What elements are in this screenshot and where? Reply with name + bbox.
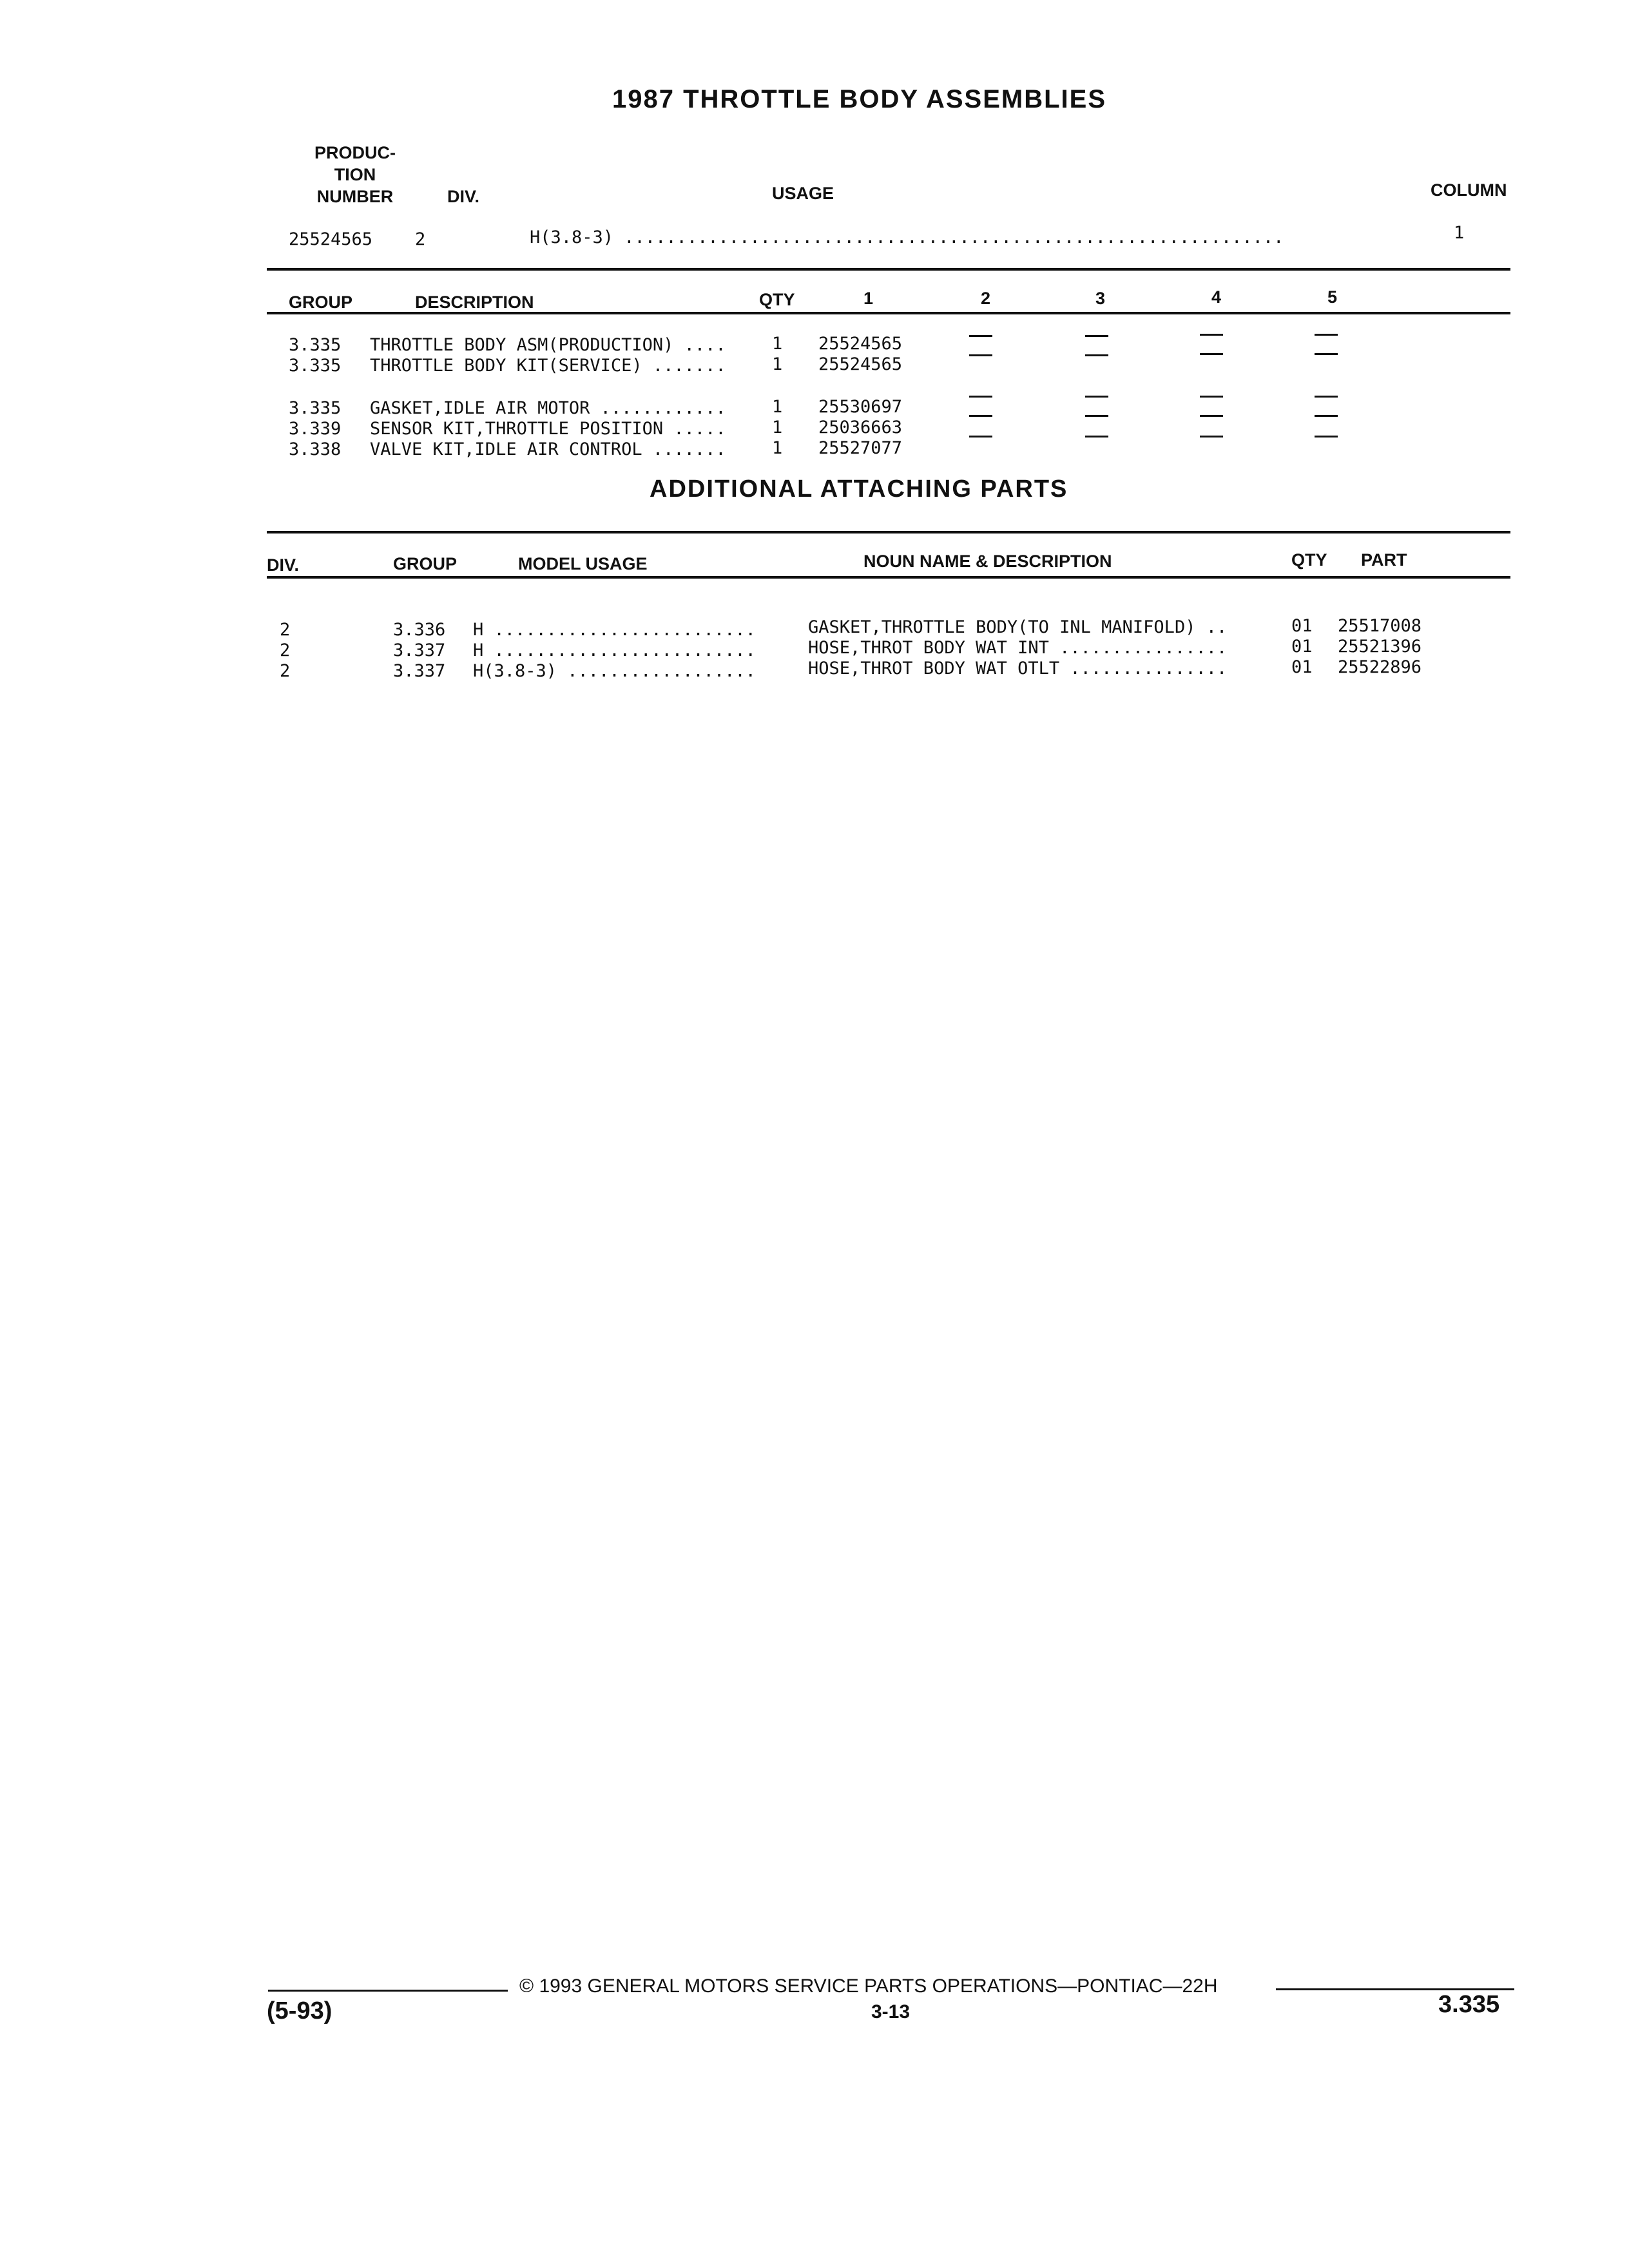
description-cell: VALVE KIT,IDLE AIR CONTROL ....... — [370, 439, 726, 459]
part-cell: 25522896 — [1338, 657, 1422, 677]
footer-rule-right — [1276, 1988, 1514, 1990]
revision-date: (5-93) — [267, 1997, 333, 2024]
empty-mark — [1315, 436, 1338, 437]
qty-cell: 1 — [772, 438, 783, 458]
production-label-line1: PRODUC- — [314, 143, 396, 162]
divider-additional — [267, 531, 1510, 533]
production-label-line2: TION — [334, 165, 376, 184]
noun-description-cell: GASKET,THROTTLE BODY(TO INL MANIFOLD) .. — [808, 617, 1228, 637]
div-header: DIV. — [447, 187, 480, 206]
model-usage-cell: H ......................... — [473, 640, 756, 660]
production-column: 1 — [1454, 223, 1465, 243]
empty-mark — [1315, 396, 1338, 398]
empty-mark — [1315, 353, 1338, 355]
qty-cell: 1 — [772, 334, 783, 354]
part-cell: 25517008 — [1338, 616, 1422, 636]
empty-mark — [969, 396, 992, 398]
column-1-cell: 25036663 — [818, 418, 903, 437]
description-cell: GASKET,IDLE AIR MOTOR ............ — [370, 398, 726, 418]
group-cell: 3.338 — [289, 439, 342, 459]
attach-qty-cell: 01 — [1291, 616, 1313, 636]
empty-mark — [969, 436, 992, 437]
divider-parts-header — [267, 312, 1510, 314]
column-3-header: 3 — [1095, 289, 1106, 308]
column-1-header: 1 — [863, 289, 874, 308]
empty-mark — [1200, 396, 1223, 398]
page-title: 1987 THROTTLE BODY ASSEMBLIES — [612, 85, 1107, 113]
attach-group-header: GROUP — [393, 554, 458, 573]
empty-mark — [1200, 334, 1223, 336]
part-header: PART — [1361, 550, 1407, 570]
divider-top — [267, 268, 1510, 271]
description-cell: THROTTLE BODY KIT(SERVICE) ....... — [370, 356, 726, 376]
group-cell: 3.335 — [289, 356, 342, 376]
empty-mark — [1085, 415, 1108, 417]
description-header: DESCRIPTION — [415, 293, 534, 312]
column-5-header: 5 — [1327, 287, 1338, 307]
production-number: 25524565 — [289, 229, 373, 249]
column-4-header: 4 — [1211, 287, 1222, 307]
empty-mark — [969, 415, 992, 417]
empty-mark — [1200, 415, 1223, 417]
attach-qty-cell: 01 — [1291, 657, 1313, 677]
column-1-cell: 25527077 — [818, 438, 903, 458]
description-cell: SENSOR KIT,THROTTLE POSITION ..... — [370, 419, 726, 439]
attach-div-header: DIV. — [267, 555, 300, 575]
column-2-header: 2 — [981, 289, 991, 308]
attach-div-cell: 2 — [280, 620, 291, 640]
copyright-text: © 1993 GENERAL MOTORS SERVICE PARTS OPERATIONS—PONTIAC—22H — [519, 1975, 1218, 1997]
qty-cell: 1 — [772, 418, 783, 437]
production-usage: H(3.8-3) ............................................................... — [530, 227, 1284, 247]
attach-group-cell: 3.337 — [393, 640, 446, 660]
noun-description-header: NOUN NAME & DESCRIPTION — [863, 552, 1112, 571]
attach-div-cell: 2 — [280, 640, 291, 660]
part-cell: 25521396 — [1338, 637, 1422, 657]
empty-mark — [1200, 436, 1223, 437]
attach-group-cell: 3.337 — [393, 661, 446, 681]
empty-mark — [1200, 353, 1223, 355]
empty-mark — [1085, 335, 1108, 337]
page-number: 3-13 — [871, 2001, 911, 2023]
noun-description-cell: HOSE,THROT BODY WAT INT ................ — [808, 638, 1228, 658]
group-cell: 3.335 — [289, 335, 342, 355]
model-usage-cell: H ......................... — [473, 620, 756, 640]
attach-qty-cell: 01 — [1291, 637, 1313, 657]
group-header: GROUP — [289, 293, 353, 312]
group-cell: 3.339 — [289, 419, 342, 439]
group-cell: 3.335 — [289, 398, 342, 418]
empty-mark — [1085, 354, 1108, 356]
empty-mark — [1315, 334, 1338, 336]
description-cell: THROTTLE BODY ASM(PRODUCTION) .... — [370, 335, 726, 355]
empty-mark — [969, 354, 992, 356]
noun-description-cell: HOSE,THROT BODY WAT OTLT ............... — [808, 658, 1228, 678]
empty-mark — [969, 335, 992, 337]
model-usage-cell: H(3.8-3) .................. — [473, 661, 756, 681]
model-usage-header: MODEL USAGE — [518, 554, 648, 573]
qty-cell: 1 — [772, 397, 783, 417]
section-number: 3.335 — [1438, 1991, 1500, 2018]
empty-mark — [1085, 396, 1108, 398]
additional-parts-title: ADDITIONAL ATTACHING PARTS — [650, 476, 1068, 503]
qty-cell: 1 — [772, 354, 783, 374]
column-1-cell: 25524565 — [818, 334, 903, 354]
qty-header: QTY — [759, 290, 795, 309]
usage-header: USAGE — [772, 184, 834, 203]
empty-mark — [1085, 436, 1108, 437]
column-1-cell: 25530697 — [818, 397, 903, 417]
attach-qty-header: QTY — [1291, 550, 1327, 570]
empty-mark — [1315, 415, 1338, 417]
column-header: COLUMN — [1431, 180, 1507, 200]
production-div: 2 — [415, 229, 426, 249]
attach-group-cell: 3.336 — [393, 620, 446, 640]
column-1-cell: 25524565 — [818, 354, 903, 374]
attach-div-cell: 2 — [280, 661, 291, 681]
divider-attach-header — [267, 576, 1510, 579]
footer-rule-left — [268, 1990, 508, 1992]
production-label-line3: NUMBER — [316, 187, 394, 206]
